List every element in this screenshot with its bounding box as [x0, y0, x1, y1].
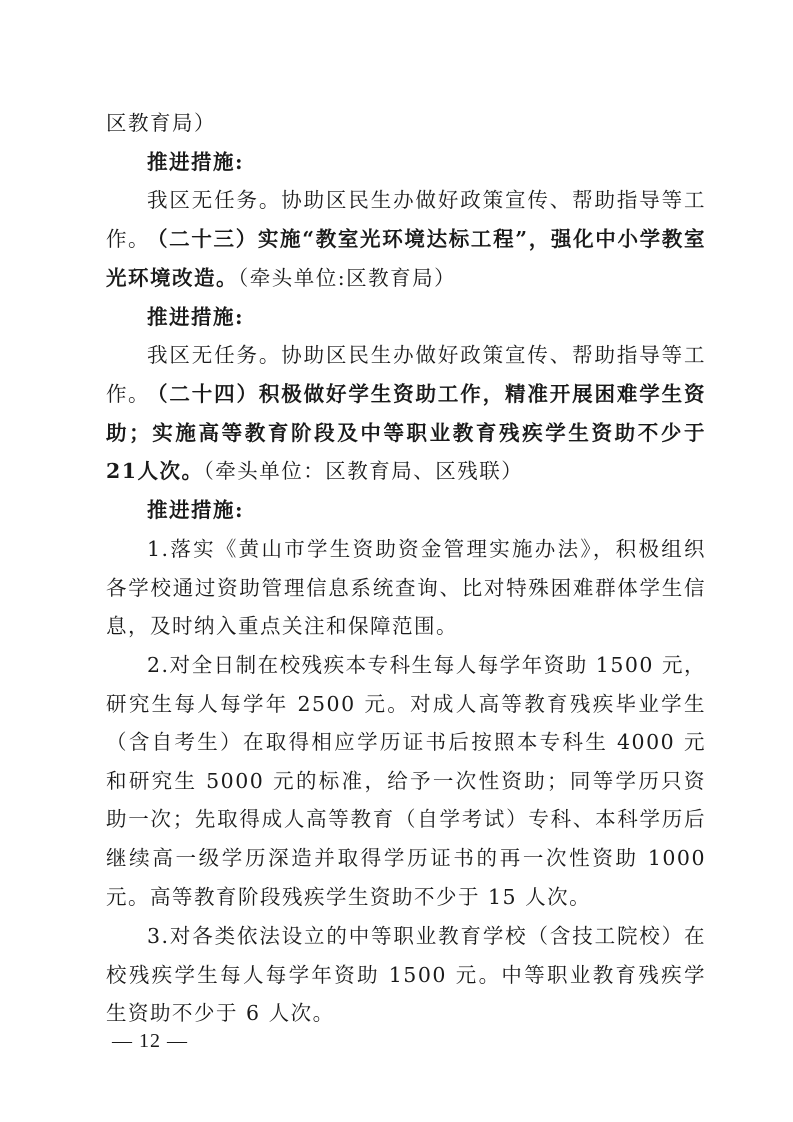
measures-heading: 推进措施:: [147, 150, 245, 174]
paragraph-continuation: 区教育局）: [106, 111, 216, 135]
page-number: — 12 —: [112, 1030, 188, 1052]
item-24-title: （二十四）积极做好学生资助工作，精准开展困难学生资助；实施高等教育阶段及中等职业教育残疾学生资助不少于21人次。: [106, 382, 706, 484]
item-23-lead-unit: （牵头单位:区教育局）: [238, 265, 457, 290]
item-23-paragraph: [106, 220, 706, 297]
measure-3-paragraph: 3.对各类依法设立的中等职业教育学校（含技工院校）在校残疾学生每人每学年资助 1500 元。中等职业教育残疾学生资助不少于 6 人次。: [106, 924, 706, 1026]
measure-2-paragraph: 2.对全日制在校残疾本专科生每人每学年资助 1500 元，研究生每人每学年 2500 元。对成人高等教育残疾毕业学生（含自考生）在取得相应学历证书后按照本专科生 4000 元和研究生 5000 元的标准，给予一次性资助；同等学历只资助一次；先取得成人高等教育（自学考试）专科、本科学历后继续高一级学历深造并取得学历证书的再一次性资助 1000 元。高等教育阶段残疾学生资助不少于 15 人次。: [106, 653, 706, 909]
measures-heading: 推进措施:: [147, 305, 245, 329]
item-23-title: （二十三）实施“教室光环境达标工程”，强化中小学教室光环境改造。: [106, 227, 706, 290]
item-24-lead-unit: （牵头单位：区教育局、区残联）: [203, 459, 524, 484]
paragraph-no-task: 我区无任务。协助区民生办做好政策宣传、帮助指导等工作。: [106, 188, 706, 251]
item-24-paragraph: [106, 375, 706, 491]
measures-heading: 推进措施:: [147, 498, 245, 522]
measure-1-paragraph: 1.落实《黄山市学生资助资金管理实施办法》，积极组织各学校通过资助管理信息系统查询、比对特殊困难群体学生信息，及时纳入重点关注和保障范围。: [106, 537, 706, 639]
paragraph-no-task: 我区无任务。协助区民生办做好政策宣传、帮助指导等工作。: [106, 343, 706, 406]
